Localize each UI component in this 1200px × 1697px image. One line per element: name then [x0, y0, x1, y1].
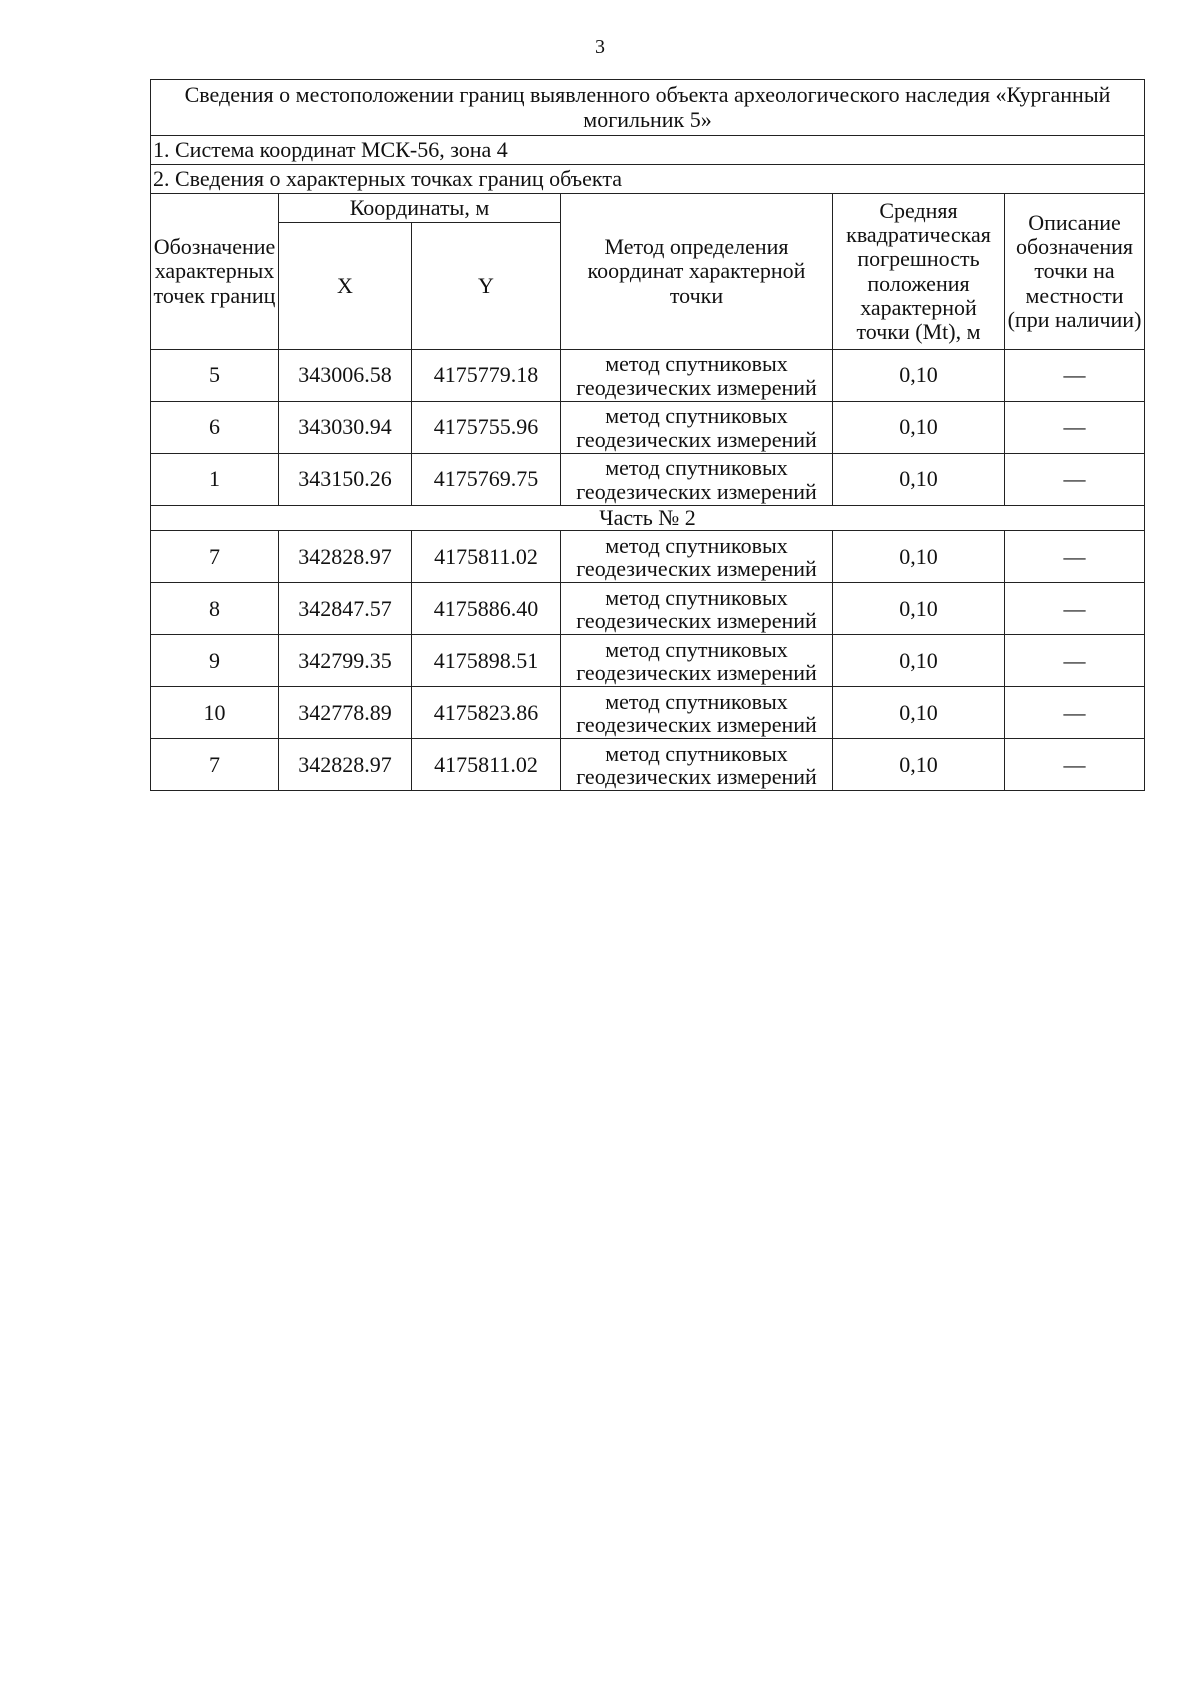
header-error: Средняя квадратическая погрешность положения характерной точки (Mt), м [833, 194, 1005, 350]
point-cell: 5 [151, 350, 279, 402]
x-coordinate-cell: 342828.97 [279, 739, 412, 791]
header-row-1 [151, 194, 1145, 223]
part-label: Часть № 2 [151, 506, 1145, 531]
x-coordinate-cell: 342828.97 [279, 531, 412, 583]
x-coordinate-cell: 342799.35 [279, 635, 412, 687]
y-coordinate-cell: 4175886.40 [412, 583, 561, 635]
table-row [151, 583, 1145, 635]
x-coordinate-cell: 342778.89 [279, 687, 412, 739]
description-cell: — [1005, 454, 1145, 506]
error-cell: 0,10 [833, 583, 1005, 635]
error-cell: 0,10 [833, 739, 1005, 791]
table-row [151, 454, 1145, 506]
header-x: X [279, 223, 412, 350]
error-cell: 0,10 [833, 687, 1005, 739]
point-cell: 9 [151, 635, 279, 687]
method-cell: метод спутниковых геодезических измерений [561, 635, 833, 687]
header-method: Метод определения координат характерной точки [561, 194, 833, 350]
point-cell: 7 [151, 531, 279, 583]
method-cell: метод спутниковых геодезических измерений [561, 350, 833, 402]
y-coordinate-cell: 4175898.51 [412, 635, 561, 687]
page-number: 3 [595, 36, 605, 58]
method-cell: метод спутниковых геодезических измерений [561, 531, 833, 583]
method-cell: метод спутниковых геодезических измерений [561, 402, 833, 454]
table-row [151, 687, 1145, 739]
coordinate-system: 1. Система координат МСК-56, зона 4 [151, 136, 1145, 165]
error-cell: 0,10 [833, 635, 1005, 687]
header-y: Y [412, 223, 561, 350]
table-row [151, 402, 1145, 454]
method-cell: метод спутниковых геодезических измерений [561, 454, 833, 506]
method-cell: метод спутниковых геодезических измерений [561, 687, 833, 739]
part-row [151, 506, 1145, 531]
x-coordinate-cell: 342847.57 [279, 583, 412, 635]
y-coordinate-cell: 4175811.02 [412, 739, 561, 791]
table-row [151, 739, 1145, 791]
section1-row [151, 136, 1145, 165]
x-coordinate-cell: 343150.26 [279, 454, 412, 506]
y-coordinate-cell: 4175811.02 [412, 531, 561, 583]
point-cell: 6 [151, 402, 279, 454]
point-cell: 1 [151, 454, 279, 506]
y-coordinate-cell: 4175769.75 [412, 454, 561, 506]
error-cell: 0,10 [833, 454, 1005, 506]
header-designation: Обозначение характерных точек границ [151, 194, 279, 350]
point-cell: 7 [151, 739, 279, 791]
description-cell: — [1005, 531, 1145, 583]
y-coordinate-cell: 4175755.96 [412, 402, 561, 454]
description-cell: — [1005, 739, 1145, 791]
description-cell: — [1005, 350, 1145, 402]
header-coordinates: Координаты, м [279, 194, 561, 223]
boundary-points-table [150, 79, 1145, 791]
table-row [151, 531, 1145, 583]
description-cell: — [1005, 635, 1145, 687]
method-cell: метод спутниковых геодезических измерений [561, 583, 833, 635]
points-section-title: 2. Сведения о характерных точках границ объекта [151, 165, 1145, 194]
method-cell: метод спутниковых геодезических измерений [561, 739, 833, 791]
error-cell: 0,10 [833, 402, 1005, 454]
table-title: Сведения о местоположении границ выявленного объекта археологического наследия «Курганный могильник 5» [151, 80, 1145, 136]
point-cell: 8 [151, 583, 279, 635]
point-cell: 10 [151, 687, 279, 739]
x-coordinate-cell: 343030.94 [279, 402, 412, 454]
section2-row [151, 165, 1145, 194]
description-cell: — [1005, 402, 1145, 454]
header-description: Описание обозначения точки на местности (при наличии) [1005, 194, 1145, 350]
title-row [151, 80, 1145, 136]
table-row [151, 635, 1145, 687]
y-coordinate-cell: 4175779.18 [412, 350, 561, 402]
error-cell: 0,10 [833, 350, 1005, 402]
x-coordinate-cell: 343006.58 [279, 350, 412, 402]
description-cell: — [1005, 583, 1145, 635]
y-coordinate-cell: 4175823.86 [412, 687, 561, 739]
table-row [151, 350, 1145, 402]
error-cell: 0,10 [833, 531, 1005, 583]
description-cell: — [1005, 687, 1145, 739]
